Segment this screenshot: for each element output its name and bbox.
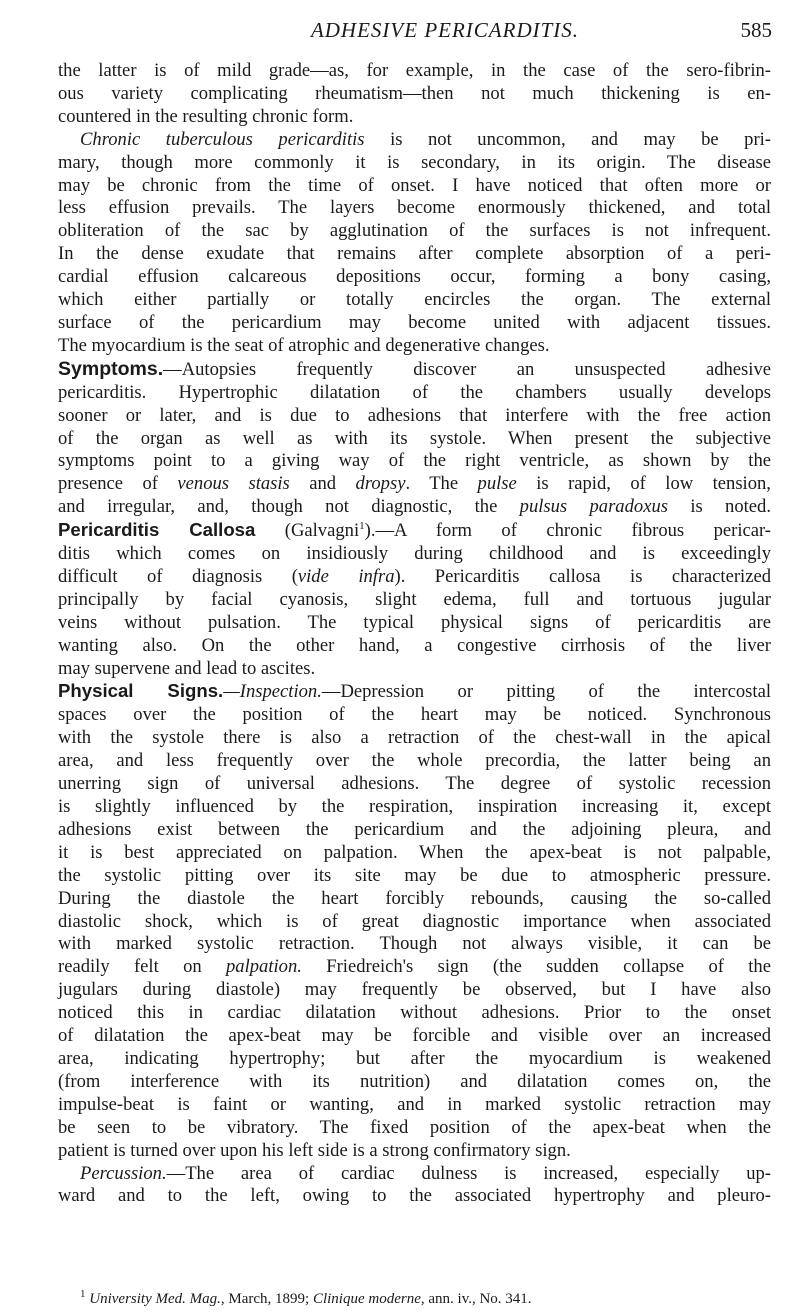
text-line: of the organ as well as with its systole. When present the subjective xyxy=(58,427,771,449)
text-line: of dilatation the apex-beat may be forcible and visible over an increased xyxy=(58,1025,771,1047)
text-line: is slightly influenced by the respiration, inspiration increasing it, except xyxy=(58,796,771,817)
text-line: impulse-beat is faint or wanting, and in marked systolic retraction may xyxy=(58,1093,771,1115)
symptoms-heading: Symptoms. xyxy=(58,357,164,380)
text-line: patient is turned over upon his left side is a strong confirmatory sign. xyxy=(58,1139,571,1161)
text-line: diastolic shock, which is of great diagnostic importance when associated xyxy=(58,910,771,932)
text-line: The myocardium is the seat of atrophic and degenerative changes. xyxy=(58,334,550,356)
text-line: readily felt on palpation. Friedreich's sign (the sudden collapse of the xyxy=(58,956,771,978)
text-line: Pericarditis Callosa (Galvagni$^1$).—A form of chronic fibrous pericar- xyxy=(58,519,771,542)
text-line: less effusion prevails. The layers become enormously thickened, and total xyxy=(58,197,771,219)
text-line: presence of venous stasis and dropsy. The pulse is rapid, of low tension, xyxy=(58,473,771,495)
percussion-heading: Percussion. xyxy=(80,1162,167,1184)
text-line: which either partially or totally encircles the organ. The external xyxy=(58,289,771,311)
text-line: with the systole there is also a retraction of the chest-wall in the apical xyxy=(58,727,771,749)
page-header xyxy=(58,18,772,48)
footnote: $^1$ University Med. Mag., March, 1899; Clinique moderne, ann. iv., No. 341. xyxy=(80,1288,532,1307)
text-line: may supervene and lead to ascites. xyxy=(58,657,316,679)
text-line: may be chronic from the time of onset. I have noticed that often more or xyxy=(58,174,771,196)
text-line: ditis which comes on insidiously during childhood and is exceedingly xyxy=(58,543,771,565)
text-line: and irregular, and, though not diagnostic, the pulsus paradoxus is noted. xyxy=(58,496,771,518)
text-line: the latter is of mild grade—as, for example, in the case of the sero-fibrin- xyxy=(58,60,771,81)
text-line: Physical Signs.—Inspection.—Depression or pitting of the intercostal xyxy=(58,680,771,703)
text-line: unerring sign of universal adhesions. The degree of systolic recession xyxy=(58,773,771,795)
text-line: area, and less frequently over the whole precordia, the latter being an xyxy=(58,750,771,772)
chronic-tuberculous-term: Chronic tuberculous pericarditis xyxy=(80,128,365,150)
text-line: obliteration of the sac by agglutination of the surfaces is not infrequent. xyxy=(58,220,771,242)
text-line: be seen to be vibratory. The fixed position of the apex-beat when the xyxy=(58,1116,771,1138)
text-line: Symptoms.—Autopsies frequently discover an unsuspected adhesive xyxy=(58,357,771,380)
body-text xyxy=(58,60,771,1208)
text-line: mary, though more commonly it is secondary, in its origin. The disease xyxy=(58,151,771,173)
text-line: ward and to the left, owing to the associated hypertrophy and pleuro- xyxy=(58,1185,771,1207)
text-line: with marked systolic retraction. Though not always visible, it can be xyxy=(58,933,771,955)
text-line: ous variety complicating rheumatism—then not much thickening is en- xyxy=(58,82,771,104)
text-line: difficult of diagnosis (vide infra). Pericarditis callosa is characterized xyxy=(58,565,771,587)
text-line: the systolic pitting over its site may be due to atmospheric pressure. xyxy=(58,864,771,886)
text-line: it is best appreciated on palpation. When the apex-beat is not palpable, xyxy=(58,841,771,863)
running-title: ADHESIVE PERICARDITIS. xyxy=(310,18,580,42)
text-line: Percussion.—The area of cardiac dulness is increased, especially up- xyxy=(80,1162,771,1184)
text-line: jugulars during diastole) may frequently be observed, but I have also xyxy=(58,979,771,1001)
text-line: adhesions exist between the pericardium and the adjoining pleura, and xyxy=(58,818,771,840)
text-line: wanting also. On the other hand, a congestive cirrhosis of the liver xyxy=(58,634,771,656)
physical-signs-heading: Physical Signs. xyxy=(58,680,224,702)
footnote-number: 1 xyxy=(80,1288,86,1300)
page-number: 585 xyxy=(740,18,772,42)
text-line: symptoms point to a giving way of the right ventricle, as shown by the xyxy=(58,450,771,472)
text-line: During the diastole the heart forcibly rebounds, causing the so-called xyxy=(58,887,771,909)
pericarditis-callosa-heading: Pericarditis Callosa xyxy=(58,519,256,541)
text-line: In the dense exudate that remains after complete absorption of a peri- xyxy=(58,243,771,265)
text-line: Chronic tuberculous pericarditis is not uncommon, and may be pri- xyxy=(80,128,771,150)
footnote-ref: 1 xyxy=(359,519,365,532)
text-line: (from interference with its nutrition) and dilatation comes on, the xyxy=(58,1070,771,1092)
text-line: principally by facial cyanosis, slight edema, full and tortuous jugular xyxy=(58,588,771,610)
text-line: pericarditis. Hypertrophic dilatation of the chambers usually develops xyxy=(58,381,771,403)
text-line: area, indicating hypertrophy; but after the myocardium is weakened xyxy=(58,1047,771,1069)
text-line: spaces over the position of the heart may be noticed. Synchronous xyxy=(58,704,771,726)
text-line: surface of the pericardium may become united with adjacent tissues. xyxy=(58,311,771,333)
text-line: noticed this in cardiac dilatation without adhesions. Prior to the onset xyxy=(58,1002,771,1024)
text-line: sooner or later, and is due to adhesions that interfere with the free action xyxy=(58,404,771,426)
text-line: veins without pulsation. The typical physical signs of pericarditis are xyxy=(58,611,771,633)
text-line: countered in the resulting chronic form. xyxy=(58,105,354,127)
text-line: cardial effusion calcareous depositions occur, forming a bony casing, xyxy=(58,266,771,288)
